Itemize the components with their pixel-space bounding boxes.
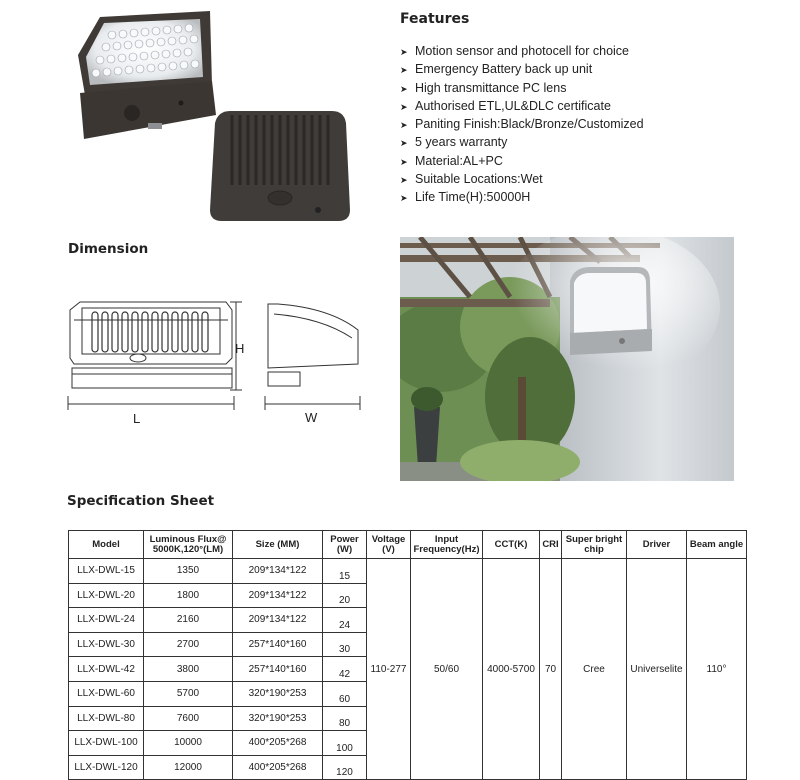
bullet-arrow-icon: ➤ — [400, 101, 408, 112]
cell-size: 257*140*160 — [233, 632, 323, 657]
cell-flux: 12000 — [144, 755, 233, 780]
features-title: Features — [400, 11, 470, 27]
back-fixture-photo — [210, 111, 350, 221]
bullet-arrow-icon: ➤ — [400, 83, 408, 94]
bullet-arrow-icon: ➤ — [400, 193, 408, 204]
cell-cri: 70 — [540, 559, 562, 780]
cell-voltage: 110-277 — [367, 559, 411, 780]
cell-flux: 3800 — [144, 657, 233, 682]
cell-flux: 5700 — [144, 681, 233, 706]
cell-model: LLX-DWL-24 — [69, 608, 144, 633]
cell-power: 24 — [323, 608, 367, 633]
front-fixture-photo — [78, 11, 216, 139]
header-chip: Super bright chip — [562, 531, 627, 559]
cell-cct: 4000-5700 — [483, 559, 540, 780]
bullet-arrow-icon: ➤ — [400, 175, 408, 186]
feature-item: ➤ Suitable Locations:Wet — [400, 170, 644, 188]
bullet-arrow-icon: ➤ — [400, 120, 408, 131]
feature-item: ➤ Emergency Battery back up unit — [400, 60, 644, 78]
cell-power: 15 — [323, 559, 367, 584]
cell-flux: 2700 — [144, 632, 233, 657]
feature-item: ➤ Material:AL+PC — [400, 152, 644, 170]
cell-power: 42 — [323, 657, 367, 682]
cell-model: LLX-DWL-20 — [69, 583, 144, 608]
cell-power: 120 — [323, 755, 367, 780]
feature-item: ➤ Motion sensor and photocell for choice — [400, 42, 644, 60]
cell-size: 320*190*253 — [233, 706, 323, 731]
cell-size: 209*134*122 — [233, 559, 323, 584]
cell-model: LLX-DWL-120 — [69, 755, 144, 780]
cell-flux: 2160 — [144, 608, 233, 633]
header-power: Power (W) — [323, 531, 367, 559]
cell-size: 257*140*160 — [233, 657, 323, 682]
cell-size: 209*134*122 — [233, 608, 323, 633]
cell-size: 209*134*122 — [233, 583, 323, 608]
bullet-arrow-icon: ➤ — [400, 138, 408, 149]
cell-model: LLX-DWL-30 — [69, 632, 144, 657]
cell-model: LLX-DWL-42 — [69, 657, 144, 682]
cell-size: 400*205*268 — [233, 755, 323, 780]
header-flux: Luminous Flux@ 5000K,120°(LM) — [144, 531, 233, 559]
header-beam: Beam angle — [687, 531, 747, 559]
header-input: Input Frequency(Hz) — [411, 531, 483, 559]
header-size: Size (MM) — [233, 531, 323, 559]
bullet-arrow-icon: ➤ — [400, 65, 408, 76]
header-model: Model — [69, 531, 144, 559]
bullet-arrow-icon: ➤ — [400, 47, 408, 57]
feature-item: ➤ Paniting Finish:Black/Bronze/Customized — [400, 115, 644, 133]
cell-flux: 7600 — [144, 706, 233, 731]
cell-power: 30 — [323, 632, 367, 657]
dimension-title: Dimension — [68, 241, 149, 257]
side-view-drawing — [265, 304, 360, 410]
header-cri: CRI — [540, 531, 562, 559]
cell-input: 50/60 — [411, 559, 483, 780]
header-cct: CCT(K) — [483, 531, 540, 559]
feature-item: ➤ Authorised ETL,UL&DLC certificate — [400, 97, 644, 115]
table-row — [69, 559, 747, 584]
spec-sheet-title: Specification Sheet — [67, 493, 215, 509]
cell-power: 100 — [323, 731, 367, 756]
features-list — [400, 42, 644, 207]
spec-table — [68, 530, 747, 780]
front-view-drawing — [68, 302, 245, 410]
cell-driver: Universelite — [627, 559, 687, 780]
cell-model: LLX-DWL-60 — [69, 681, 144, 706]
bullet-arrow-icon: ➤ — [400, 156, 408, 167]
width-label: W — [305, 410, 318, 425]
cell-flux: 10000 — [144, 731, 233, 756]
header-voltage: Voltage (V) — [367, 531, 411, 559]
product-photos — [60, 5, 360, 225]
feature-item: ➤ High transmittance PC lens — [400, 79, 644, 97]
dimension-drawing — [60, 290, 380, 430]
cell-size: 320*190*253 — [233, 681, 323, 706]
table-header-row — [69, 531, 747, 559]
cell-chip: Cree — [562, 559, 627, 780]
cell-size: 400*205*268 — [233, 731, 323, 756]
installation-photo — [400, 237, 734, 481]
cell-flux: 1350 — [144, 559, 233, 584]
feature-item: ➤ Life Time(H):50000H — [400, 188, 644, 206]
cell-beam: 110° — [687, 559, 747, 780]
header-driver: Driver — [627, 531, 687, 559]
length-label: L — [133, 411, 141, 426]
cell-model: LLX-DWL-100 — [69, 731, 144, 756]
feature-item: ➤ 5 years warranty — [400, 133, 644, 151]
height-label: H — [235, 341, 245, 356]
cell-power: 80 — [323, 706, 367, 731]
cell-model: LLX-DWL-80 — [69, 706, 144, 731]
cell-power: 20 — [323, 583, 367, 608]
cell-model: LLX-DWL-15 — [69, 559, 144, 584]
cell-power: 60 — [323, 681, 367, 706]
cell-flux: 1800 — [144, 583, 233, 608]
